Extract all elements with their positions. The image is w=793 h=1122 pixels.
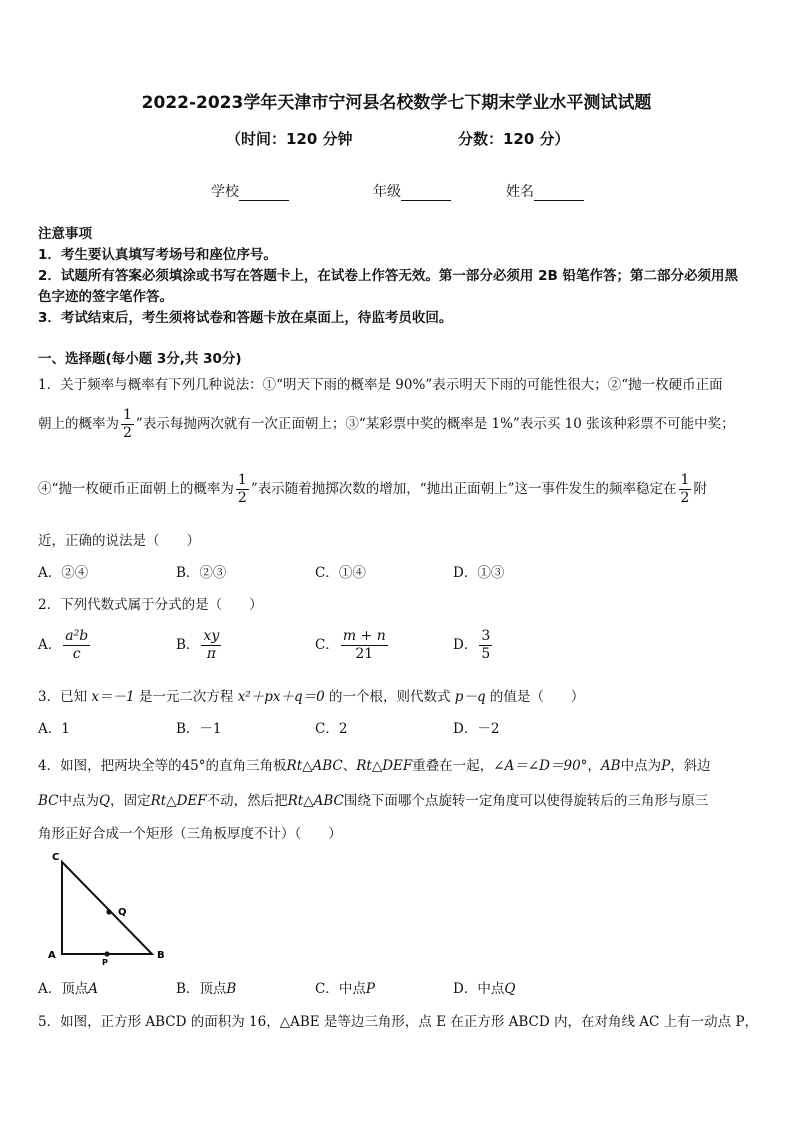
notice-item: 色字迹的签字笔作答。	[38, 289, 173, 305]
name-blank	[534, 186, 584, 201]
school-blank	[239, 186, 289, 201]
label-b: B	[157, 950, 165, 961]
name-field	[506, 181, 584, 201]
label-p: P	[102, 958, 108, 966]
fraction: $\frac{1}{2}$	[123, 407, 132, 441]
notice-heading: 注意事项	[38, 226, 92, 242]
notice-item: 1．考生要认真填写考场号和座位序号。	[38, 247, 277, 263]
q4-line: BC中点为Q，固定Rt△DEF不动，然后把Rt△ABC围绕下面哪个点旋转一定角度可以使得旋转后的三角形与原三	[38, 793, 709, 809]
fraction: $\frac{1}{2}$	[237, 472, 247, 506]
page-title: 2022-2023学年天津市宁河县名校数学七下期末学业水平测试试题	[141, 93, 652, 113]
label-q: Q	[118, 907, 127, 918]
school-label: 学校	[211, 184, 239, 200]
q1-option-a: A．②④	[38, 565, 89, 581]
triangle-figure	[40, 846, 180, 966]
section-heading: 一、选择题(每小题 3分,共 30分)	[38, 351, 242, 367]
grade-blank	[401, 186, 451, 201]
q1-text: 朝上的概率为	[38, 416, 119, 432]
q1-option-d: D．①③	[453, 565, 505, 581]
q3-option-d: D．－2	[453, 721, 500, 737]
q1-text: ”表示每抛两次就有一次正面朝上；③“某彩票中奖的概率是 1%”表示买 10 张该种彩票不可能中奖；	[135, 416, 735, 432]
fraction: $\frac{\text{a²b}}{c}$	[65, 628, 89, 662]
q4-option-a: A．顶点A	[38, 981, 98, 997]
q3-stem: 3．已知 x＝－1 是一元二次方程 x²＋px＋q＝0 的一个根，则代数式 p－q 的值是（ ）	[38, 689, 585, 705]
fraction: $\frac{xy}{\pi}$	[203, 628, 220, 662]
exam-score: 分数：120 分）	[458, 130, 570, 148]
q1-text: ”表示随着抛掷次数的增加，“抛出正面朝上”这一事件发生的频率稳定在	[250, 481, 677, 497]
q1-option-b: B．②③	[176, 565, 227, 581]
q3-option-b: B．－1	[176, 721, 222, 737]
q2-stem: 2．下列代数式属于分式的是（ ）	[38, 597, 263, 613]
q2-option-a: A． $\frac{\text{a²b}}{c}$	[38, 628, 89, 662]
q4-option-c: C．中点P	[315, 981, 375, 997]
q1-line: 1．关于频率与概率有下列几种说法：①“明天下雨的概率是 90%”表示明天下雨的可能性很大；②“抛一枚硬币正面	[38, 377, 723, 393]
grade-field	[373, 181, 451, 201]
q2-option-b: B． $\frac{xy}{\pi}$	[176, 628, 220, 662]
triangle-abc	[62, 862, 152, 954]
school-field	[211, 181, 289, 201]
q2-option-d: D． $\frac{3}{5}$	[453, 628, 491, 662]
notice-item: 3．考试结束后，考生须将试卷和答题卡放在桌面上，待监考员收回。	[38, 310, 453, 326]
fraction: $\frac{1}{2}$	[680, 472, 690, 506]
point-p	[104, 951, 109, 956]
grade-label: 年级	[373, 184, 401, 200]
q3-option-a: A．1	[38, 721, 70, 737]
exam-time: （时间：120 分钟	[226, 130, 353, 148]
q4-option-b: B．顶点B	[176, 981, 237, 997]
q1-line	[38, 407, 735, 442]
fraction: $\frac{3}{5}$	[481, 628, 491, 662]
q1-line: 近，正确的说法是（ ）	[38, 533, 200, 549]
q4-line: 角形正好合成一个矩形（三角板厚度不计）（ ）	[38, 826, 342, 842]
q1-option-c: C．①④	[315, 565, 366, 581]
fraction: $\frac{m + n}{21}$	[342, 628, 386, 662]
name-label: 姓名	[506, 184, 534, 200]
q1-text: ④“抛一枚硬币正面朝上的概率为	[38, 481, 234, 497]
q1-line	[38, 472, 707, 507]
q4-option-d: D．中点Q	[453, 981, 516, 997]
q4-line: 4．如图，把两块全等的45°的直角三角板Rt△ABC、Rt△DEF重叠在一起，∠A＝∠D＝90°，AB中点为P，斜边	[38, 758, 711, 774]
q5-line: 5．如图，正方形 ABCD 的面积为 16，△ABE 是等边三角形，点 E 在正方形 ABCD 内，在对角线 AC 上有一动点 P，	[38, 1014, 759, 1030]
point-q	[106, 909, 111, 914]
label-a: A	[48, 950, 56, 961]
label-c: C	[52, 852, 60, 863]
q2-option-c: C． $\frac{m + n}{21}$	[315, 628, 386, 662]
notice-item: 2．试题所有答案必须填涂或书写在答题卡上，在试卷上作答无效。第一部分必须用 2B 铅笔作答；第二部分必须用黑	[38, 268, 738, 284]
q1-text: 附	[693, 481, 707, 497]
q3-option-c: C．2	[315, 721, 348, 737]
